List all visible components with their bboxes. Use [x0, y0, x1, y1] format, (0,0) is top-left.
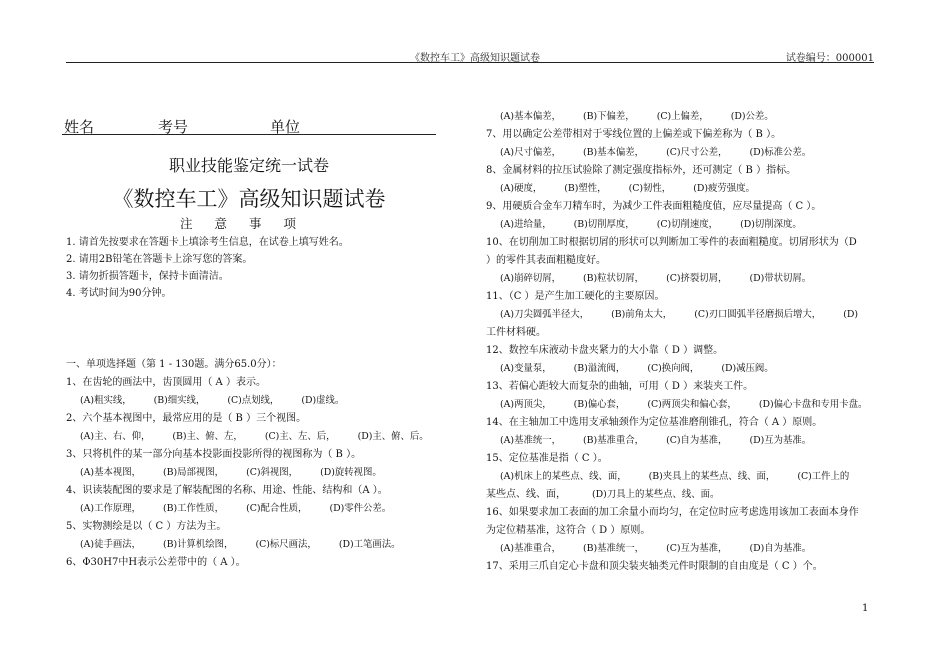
question-text: 14、在主轴加工中选用支承轴颈作为定位基准磨削锥孔，符合（ A ）原则。 [486, 417, 823, 428]
question-text: 7、用以确定公差带相对于零线位置的上偏差或下偏差称为（ B ）。 [486, 129, 782, 140]
answer-option: (A)基准统一， [500, 435, 561, 446]
answer-option: (C)挤裂切屑， [666, 273, 728, 284]
page-number: 1 [862, 603, 869, 614]
answer-options [486, 432, 874, 450]
answer-option: (A)两顶尖， [500, 399, 552, 410]
answer-option: (C)标尺画法， [255, 539, 317, 550]
answer-options [66, 464, 446, 482]
answer-option: (C)斜视图， [246, 467, 299, 478]
answer-option: (D)疲劳强度。 [693, 183, 755, 194]
answer-option: (B)夹具上的某些点、线、面， [648, 471, 776, 482]
question-text: 3、只将机件的某一部分向基本投影面投影所得的视图称为（ B ）。 [66, 449, 362, 460]
answer-options [486, 180, 874, 198]
answer-option: (D)自为基准。 [749, 543, 812, 554]
answer-option: (B)细实线， [153, 395, 206, 406]
answer-option: (A)基本视图， [80, 467, 141, 478]
answer-option: (D)刀具上的某些点、线、面。 [592, 489, 720, 500]
answer-options [486, 306, 874, 324]
answer-options [486, 144, 874, 162]
question-text: 为定位精基准，这符合（ D ）原则。 [486, 525, 651, 536]
answer-option: (C)切削速度， [656, 219, 719, 230]
answer-option: (B)前角太大， [611, 309, 673, 320]
question-text: 12、数控车床液动卡盘夹紧力的大小靠（ D ）调整。 [486, 345, 724, 356]
notice-list [66, 234, 349, 302]
unit-label: 单位 [270, 118, 301, 136]
answer-option: (C)配合性质， [246, 503, 308, 514]
exam-title: 《数控车工》高级知识题试卷 [112, 187, 386, 211]
answer-option: (B)偏心套， [573, 399, 626, 410]
notice-heading: 注意事项 [179, 216, 318, 231]
answer-option: (B)溢流阀， [573, 363, 626, 374]
question-text: 11、（C ）是产生加工硬化的主要原因。 [486, 291, 665, 302]
exam-subtitle: 职业技能鉴定统一试卷 [168, 156, 329, 175]
question-text: 17、采用三爪自定心卡盘和顶尖装夹轴类元件时限制的自由度是（ C ）个。 [486, 561, 823, 572]
answer-options [486, 360, 874, 378]
answer-option: (D)互为基准。 [749, 435, 812, 446]
question-text: 13、若偏心距较大而复杂的曲轴，可用（ D ）来装夹工件。 [486, 381, 754, 392]
answer-options [66, 428, 446, 446]
question-text: 15、定位基准是指（ C ）。 [486, 453, 608, 464]
question-text: 1、在齿轮的画法中，齿顶圆用（ A ）表示。 [66, 377, 266, 388]
answer-option: (A)机床上的某些点、线、面， [500, 471, 627, 482]
question-text: 工件材料硬。 [486, 327, 546, 338]
answer-option: (B)计算机绘图， [162, 539, 234, 550]
answer-options [486, 216, 874, 234]
question-text: 8、金属材料的拉压试验除了测定强度指标外，还可测定（ B ）指标。 [486, 165, 797, 176]
paper-number: 试卷编号：000001 [785, 53, 874, 64]
question-text: 10、在切削加工时根据切屑的形状可以判断加工零件的表面粗糙度。切屑形状为（D [486, 237, 857, 248]
answer-option: (B)粒状切屑， [582, 273, 645, 284]
answer-option: (D)主、俯、后。 [357, 431, 429, 442]
answer-options [66, 536, 446, 554]
answer-option: (B)下偏差， [582, 111, 635, 122]
answer-option: (B)基准统一， [582, 543, 645, 554]
answer-option: (B)主、俯、左， [172, 431, 243, 442]
answer-option: (B)基本偏差， [582, 147, 645, 158]
answer-options [486, 270, 874, 288]
answer-option: (D)减压阀。 [721, 363, 774, 374]
answer-options [66, 392, 446, 410]
question-text: 9、用硬质合金车刀精车时，为减少工件表面粗糙度值，应尽量提高（ C ）。 [486, 201, 822, 212]
answer-option: (A)变量泵， [500, 363, 552, 374]
question-text: 6、Φ30H7中H表示公差带中的（ A ）。 [66, 557, 246, 568]
answer-option: (A)基本偏差， [500, 111, 561, 122]
answer-options [66, 500, 446, 518]
answer-option: (A)进给量， [500, 219, 552, 230]
notice-item: 4. 考试时间为90分钟。 [66, 288, 172, 299]
answer-options [486, 108, 874, 126]
answer-option: (C)刃口圆弧半径磨损后增大， [694, 309, 822, 320]
answer-option: (D)零件公差。 [329, 503, 392, 514]
right-question-column [486, 108, 874, 576]
notice-item: 3. 请勿折损答题卡，保持卡面清洁。 [66, 271, 229, 282]
question-text: 某些点、线、面， [486, 489, 566, 500]
question-line [486, 486, 874, 504]
answer-option: (A)徒手画法， [80, 539, 141, 550]
notice-item: 1. 请首先按要求在答题卡上填涂考生信息，在试卷上填写姓名。 [66, 237, 349, 248]
answer-option: (B)基准重合， [582, 435, 645, 446]
question-text: ）的零件其表面粗糙度好。 [486, 255, 606, 266]
answer-option: (B)塑性， [564, 183, 607, 194]
question-text: 4、识读装配图的要求是了解装配图的名称、用途、性能、结构和（A ）。 [66, 485, 388, 496]
answer-option: (A)崩碎切屑， [500, 273, 561, 284]
answer-option: (D)公差。 [730, 111, 774, 122]
answer-option: (D)工笔画法。 [338, 539, 401, 550]
answer-option: (D)虚线。 [301, 395, 345, 406]
answer-option: (D)切削深度。 [740, 219, 802, 230]
header-title: 《数控车工》高级知识题试卷 [410, 53, 540, 64]
answer-option: (C)点划线， [227, 395, 280, 406]
header-rule [66, 62, 874, 63]
answer-option: (C)主、左、后， [264, 431, 336, 442]
name-label: 姓名 [64, 118, 95, 136]
answer-option: (A)基准重合， [500, 543, 561, 554]
answer-option: (D)旋转视图。 [320, 467, 382, 478]
section-heading: 一、单项选择题（第 1 - 130题。满分65.0分）： [66, 359, 282, 370]
answer-option: (D)标准公差。 [749, 147, 812, 158]
answer-option: (B)局部视图， [162, 467, 225, 478]
answer-option: (A)刀尖圆弧半径大， [500, 309, 590, 320]
exam-number-label: 考号 [158, 118, 189, 136]
answer-options [486, 540, 874, 558]
answer-option: (A)尺寸偏差， [500, 147, 561, 158]
answer-option: (C)尺寸公差， [666, 147, 728, 158]
question-text: 5、实物测绘是以（ C ）方法为主。 [66, 521, 227, 532]
question-text: 2、六个基本视图中，最常应用的是（ B ）三个视图。 [66, 413, 307, 424]
answer-option: (A)工作原理， [80, 503, 141, 514]
answer-option: (C)韧性， [628, 183, 672, 194]
answer-option: (C)两顶尖和偏心套， [647, 399, 737, 410]
left-question-column [66, 374, 446, 572]
answer-option: (D)带状切屑。 [749, 273, 812, 284]
notice-item: 2. 请用2B铅笔在答题卡上涂写您的答案。 [66, 254, 253, 265]
answer-option: (C)自为基准， [666, 435, 728, 446]
question-text: 16、如果要求加工表面的加工余量小而均匀，在定位时应考虑选用该加工表面本身作 [486, 507, 859, 518]
answer-option: (B)工作性质， [162, 503, 225, 514]
answer-option: (A)主、右、仰， [80, 431, 151, 442]
answer-options [486, 396, 874, 414]
answer-option: (D)偏心卡盘和专用卡盘。 [758, 399, 868, 410]
candidate-info-line [62, 116, 436, 135]
answer-option: (C)工件上的 [797, 471, 850, 482]
answer-option: (A)粗实线， [80, 395, 132, 406]
answer-option: (B)切削厚度， [573, 219, 635, 230]
answer-option: (C)换向阀， [647, 363, 700, 374]
answer-options [486, 468, 874, 486]
answer-option: (D) [843, 309, 859, 320]
answer-option: (A)硬度， [500, 183, 543, 194]
answer-option: (C)互为基准， [666, 543, 728, 554]
answer-option: (C)上偏差， [656, 111, 709, 122]
